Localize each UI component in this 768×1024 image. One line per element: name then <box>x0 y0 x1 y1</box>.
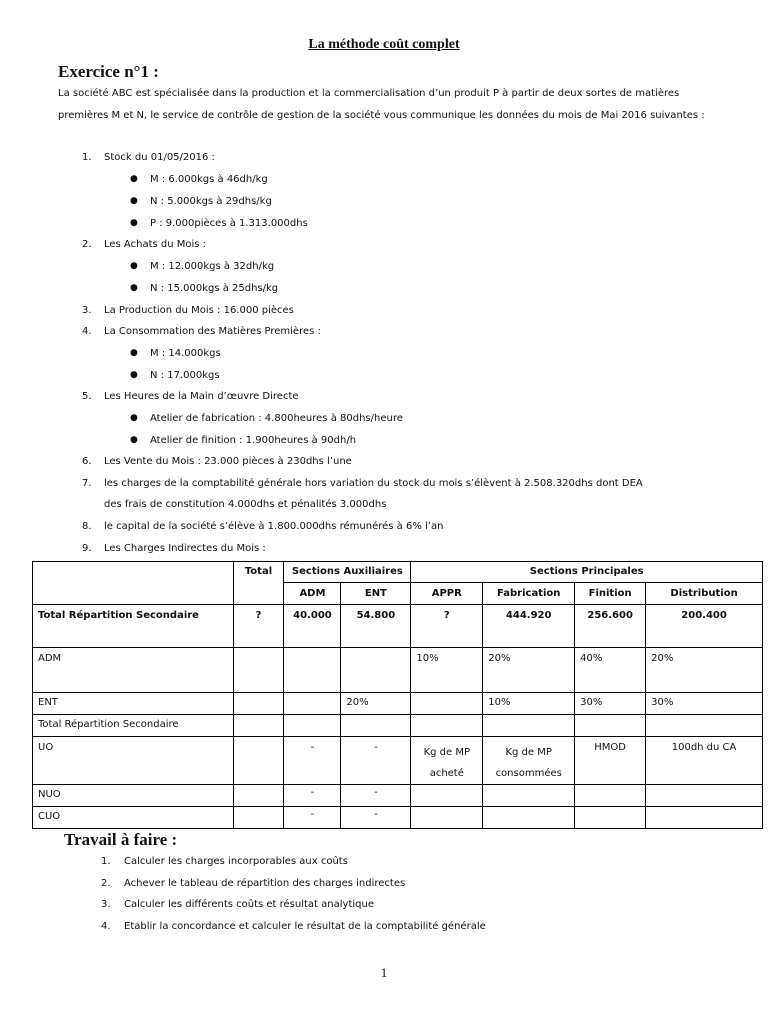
item-number: 6. <box>82 456 92 467</box>
header-total: Total <box>233 562 284 605</box>
table-cell <box>646 715 763 737</box>
table-cell <box>341 648 411 693</box>
bullet-icon: ● <box>130 413 138 423</box>
header-main-sections: Sections Principales <box>411 562 763 583</box>
table-cell <box>233 693 284 715</box>
table-cell: ? <box>411 605 483 648</box>
table-cell: - <box>341 737 411 785</box>
bullet-text: M : 14.000kgs <box>150 348 221 359</box>
task-text: Achever le tableau de répartition des charges indirectes <box>124 878 406 889</box>
row-label: CUO <box>33 807 234 829</box>
bullet-icon: ● <box>130 370 138 380</box>
table-cell <box>341 715 411 737</box>
table-cell <box>411 693 483 715</box>
row-label: Total Répartition Secondaire <box>33 715 234 737</box>
row-label: ADM <box>33 648 234 693</box>
task-text: Calculer les différents coûts et résultat analytique <box>124 899 374 910</box>
table-row <box>33 693 763 715</box>
row-label: UO <box>33 737 234 785</box>
table-cell <box>646 785 763 807</box>
item-label: La Production du Mois : 16.000 pièces <box>104 305 294 316</box>
table-cell <box>233 807 284 829</box>
item-label: Stock du 01/05/2016 : <box>104 152 215 163</box>
bullet-text: Atelier de fabrication : 4.800heures à 80dhs/heure <box>150 413 403 424</box>
table-cell: 30% <box>575 693 646 715</box>
bullet-icon: ● <box>130 196 138 206</box>
item-label: le capital de la société s’élève à 1.800.000dhs rémunérés à 6% l’an <box>104 521 444 532</box>
item-number: 1. <box>82 152 92 163</box>
task-number: 3. <box>101 899 111 910</box>
table-cell <box>33 562 234 605</box>
table-cell <box>411 715 483 737</box>
item-number: 8. <box>82 521 92 532</box>
item-label: Les Vente du Mois : 23.000 pièces à 230dhs l’une <box>104 456 352 467</box>
row-label: ENT <box>33 693 234 715</box>
item-label: La Consommation des Matières Premières : <box>104 326 321 337</box>
bullet-icon: ● <box>130 348 138 358</box>
bullet-text: Atelier de finition : 1.900heures à 90dh/h <box>150 435 357 446</box>
table-cell <box>284 693 341 715</box>
bullet-text: N : 5.000kgs à 29dhs/kg <box>150 196 272 207</box>
header-aux-sections: Sections Auxiliaires <box>284 562 411 583</box>
table-cell: - <box>341 785 411 807</box>
uo-unit-detail: acheté <box>429 768 464 779</box>
item-label-continued: des frais de constitution 4.000dhs et pénalités 3.000dhs <box>104 499 387 510</box>
bullet-text: M : 12.000kgs à 32dh/kg <box>150 261 275 272</box>
item-number: 7. <box>82 478 92 489</box>
table-cell <box>284 648 341 693</box>
table-cell <box>646 807 763 829</box>
task-number: 2. <box>101 878 111 889</box>
page-number: 1 <box>380 965 388 980</box>
row-label: NUO <box>33 785 234 807</box>
item-label: Les Achats du Mois : <box>104 239 207 250</box>
table-cell <box>483 785 575 807</box>
table-cell: 20% <box>646 648 763 693</box>
uo-unit: Kg de MP <box>423 747 470 758</box>
table-cell: 54.800 <box>341 605 411 648</box>
exercise-title: Exercice n°1 : <box>58 62 159 81</box>
intro-paragraph: La société ABC est spécialisée dans la production et la commercialisation d’un produit P à partir de deux sortes de matières premières M et N, le service de contrôle de gestion de la société vous communique les données du mois de Mai 2016 suivantes : <box>58 88 705 121</box>
item-label: Les Heures de la Main d’œuvre Directe <box>104 391 299 402</box>
table-header-row <box>33 562 763 583</box>
header-ent: ENT <box>341 583 411 605</box>
bullet-icon: ● <box>130 174 138 184</box>
header-finition: Finition <box>575 583 646 605</box>
table-cell <box>575 715 646 737</box>
table-cell: - <box>341 807 411 829</box>
bullet-text: N : 15.000kgs à 25dhs/kg <box>150 283 279 294</box>
row-label: Total Répartition Secondaire <box>33 605 234 648</box>
uo-unit-detail: consommées <box>495 768 562 779</box>
table-cell: - <box>284 807 341 829</box>
table-cell <box>483 807 575 829</box>
table-cell <box>575 785 646 807</box>
table-row <box>33 785 763 807</box>
bullet-icon: ● <box>130 261 138 271</box>
document-title: La méthode coût complet <box>308 37 460 52</box>
bullet-text: M : 6.000kgs à 46dh/kg <box>150 174 268 185</box>
item-number: 2. <box>82 239 92 250</box>
table-cell <box>233 648 284 693</box>
table-cell: 100dh du CA <box>646 737 763 785</box>
item-label: Les Charges Indirectes du Mois : <box>104 543 266 554</box>
table-cell: 40.000 <box>284 605 341 648</box>
table-cell: 200.400 <box>646 605 763 648</box>
table-cell <box>483 715 575 737</box>
task-number: 4. <box>101 921 111 932</box>
table-cell <box>575 807 646 829</box>
indirect-charges-table <box>32 561 763 829</box>
table-row <box>33 737 763 785</box>
table-cell: 20% <box>483 648 575 693</box>
header-distribution: Distribution <box>646 583 763 605</box>
table-cell: - <box>284 737 341 785</box>
task-text: Calculer les charges incorporables aux coûts <box>124 856 348 867</box>
bullet-icon: ● <box>130 218 138 228</box>
table-cell <box>411 785 483 807</box>
table-row <box>33 605 763 648</box>
table-cell: - <box>284 785 341 807</box>
table-cell: 10% <box>411 648 483 693</box>
item-label: les charges de la comptabilité générale hors variation du stock du mois s’élèvent à 2.508.320dhs dont DEA <box>104 478 643 489</box>
table-cell <box>483 737 575 785</box>
item-number: 3. <box>82 305 92 316</box>
table-row <box>33 807 763 829</box>
table-cell <box>233 737 284 785</box>
bullet-text: P : 9.000pièces à 1.313.000dhs <box>150 218 308 229</box>
item-number: 9. <box>82 543 92 554</box>
table-cell: HMOD <box>575 737 646 785</box>
task-number: 1. <box>101 856 111 867</box>
table-cell <box>233 785 284 807</box>
table-cell <box>411 737 483 785</box>
bullet-icon: ● <box>130 435 138 445</box>
table-cell <box>233 715 284 737</box>
uo-unit: Kg de MP <box>505 747 552 758</box>
table-cell: 444.920 <box>483 605 575 648</box>
table-cell: 30% <box>646 693 763 715</box>
header-fabrication: Fabrication <box>483 583 575 605</box>
table-row <box>33 648 763 693</box>
table-cell <box>411 807 483 829</box>
item-number: 5. <box>82 391 92 402</box>
bullet-icon: ● <box>130 283 138 293</box>
table-cell: 256.600 <box>575 605 646 648</box>
task-text: Etablir la concordance et calculer le résultat de la comptabilité générale <box>124 921 486 932</box>
table-cell: ? <box>233 605 284 648</box>
table-cell: 40% <box>575 648 646 693</box>
item-number: 4. <box>82 326 92 337</box>
table-row <box>33 715 763 737</box>
bullet-text: N : 17.000kgs <box>150 370 220 381</box>
header-appr: APPR <box>411 583 483 605</box>
table-cell: 10% <box>483 693 575 715</box>
header-adm: ADM <box>284 583 341 605</box>
table-cell: 20% <box>341 693 411 715</box>
work-title: Travail à faire : <box>64 830 178 849</box>
table-cell <box>284 715 341 737</box>
